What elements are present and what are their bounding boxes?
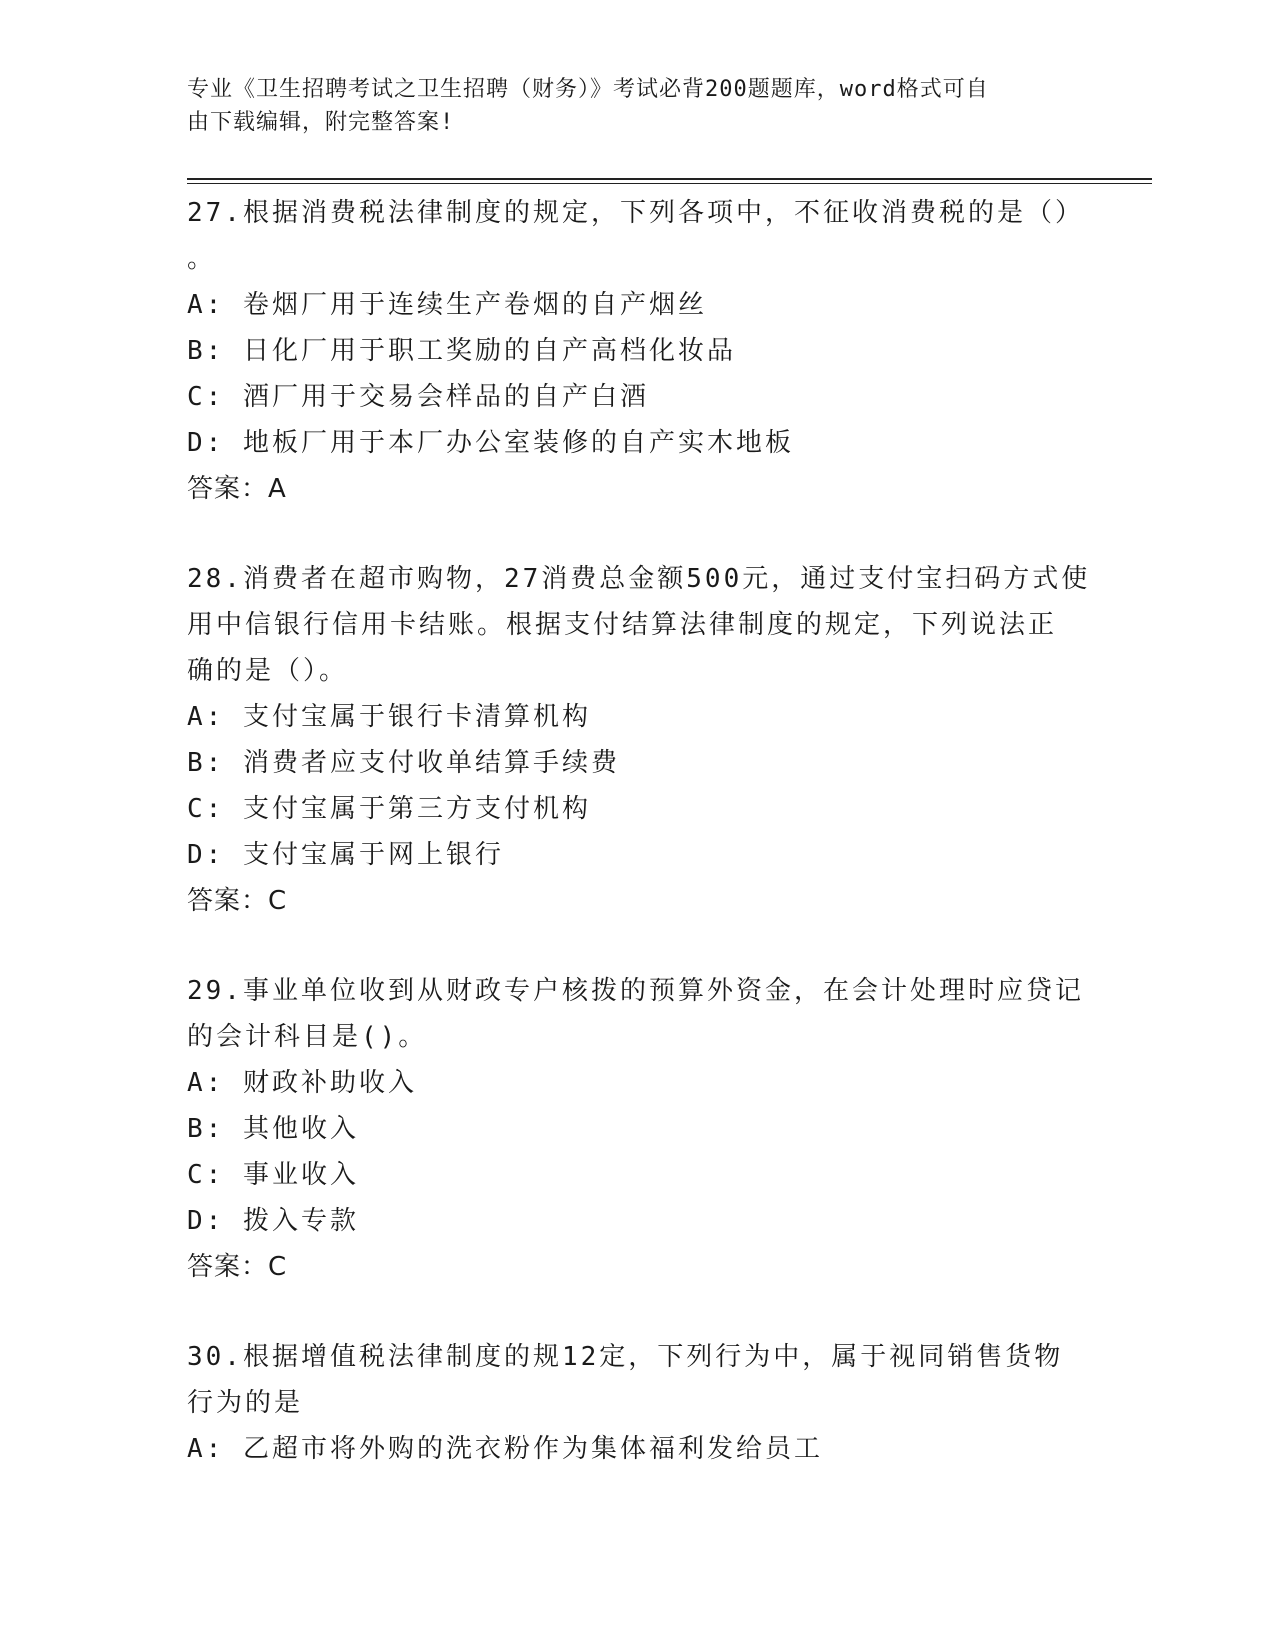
question-text-line: 。: [187, 244, 217, 274]
question-list: [187, 190, 1137, 1472]
option-a: A: 卷烟厂用于连续生产卷烟的自产烟丝: [187, 290, 707, 320]
option-d: D: 拨入专款: [187, 1206, 359, 1236]
option-b: B: 日化厂用于职工奖励的自产高档化妆品: [187, 336, 736, 366]
header-rule-thick: [187, 178, 1152, 180]
question-29: [187, 968, 1137, 1290]
question-spacer: [187, 1290, 1137, 1334]
header-line-2: 由下载编辑，附完整答案!: [187, 110, 455, 135]
option-b: B: 消费者应支付收单结算手续费: [187, 748, 620, 778]
option-d: D: 地板厂用于本厂办公室装修的自产实木地板: [187, 428, 794, 458]
option-d: D: 支付宝属于网上银行: [187, 840, 504, 870]
question-text-line: 确的是（）。: [187, 656, 349, 686]
option-a: A: 乙超市将外购的洗衣粉作为集体福利发给员工: [187, 1434, 823, 1464]
question-28: [187, 556, 1137, 924]
question-text-line: 28.消费者在超市购物，27消费总金额500元，通过支付宝扫码方式使: [187, 564, 1091, 594]
question-text-line: 30.根据增值税法律制度的规12定，下列行为中，属于视同销售货物: [187, 1342, 1064, 1372]
answer-line: 答案：C: [187, 886, 288, 916]
option-c: C: 酒厂用于交易会样品的自产白酒: [187, 382, 649, 412]
question-text-line: 用中信银行信用卡结账。根据支付结算法律制度的规定，下列说法正: [187, 610, 1058, 640]
question-text-line: 27.根据消费税法律制度的规定，下列各项中，不征收消费税的是（）: [187, 198, 1084, 228]
question-30: [187, 1334, 1137, 1472]
answer-line: 答案：A: [187, 474, 287, 504]
question-spacer: [187, 512, 1137, 556]
document-header: [187, 73, 1087, 139]
option-a: A: 财政补助收入: [187, 1068, 417, 1098]
option-c: C: 事业收入: [187, 1160, 359, 1190]
question-27: [187, 190, 1137, 512]
question-text-line: 行为的是: [187, 1388, 304, 1418]
question-text-line: 的会计科目是()。: [187, 1022, 428, 1052]
header-line-1: 专业《卫生招聘考试之卫生招聘（财务）》考试必背200题题库，word格式可自: [187, 77, 989, 102]
option-c: C: 支付宝属于第三方支付机构: [187, 794, 591, 824]
question-text-line: 29.事业单位收到从财政专户核拨的预算外资金，在会计处理时应贷记: [187, 976, 1084, 1006]
option-a: A: 支付宝属于银行卡清算机构: [187, 702, 591, 732]
answer-line: 答案：C: [187, 1252, 288, 1282]
option-b: B: 其他收入: [187, 1114, 359, 1144]
header-rule-thin: [187, 183, 1152, 184]
question-spacer: [187, 924, 1137, 968]
